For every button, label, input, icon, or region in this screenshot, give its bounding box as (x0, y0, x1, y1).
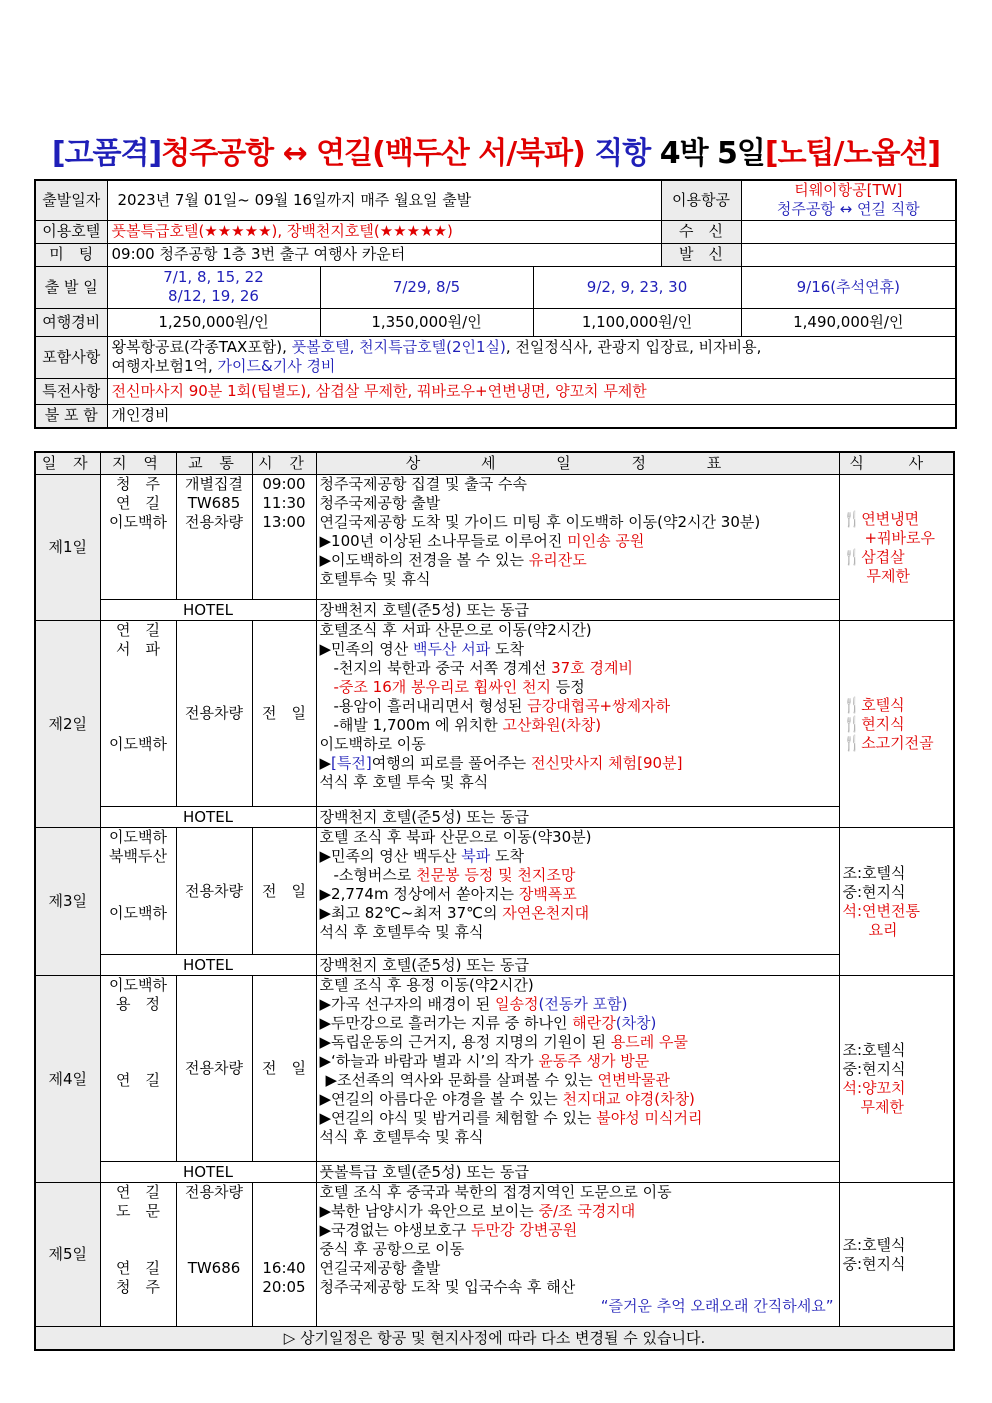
day3-meal-3-prefix: 석: (842, 901, 863, 920)
airline-name: 티웨이항공[TW] (794, 181, 903, 200)
day4-line-7-highlight: 천지대교 야경(차창) (562, 1090, 695, 1108)
include-label: 포함사항 (35, 336, 107, 378)
day5-meal-2: 현지식 (862, 1254, 906, 1273)
day2-line-2-end: 도착 (490, 640, 524, 658)
day3-line-4: ▶2,774m 정상에서 쏟아지는 (319, 885, 519, 903)
price-1: 1,250,000원/인 (107, 308, 320, 336)
day2-line-6-highlight: 고산화원(차창) (502, 716, 602, 734)
day1-line-5-highlight: 유리잔도 (528, 551, 587, 569)
day2-line-8: 여행의 피로를 풀어주는 (371, 754, 531, 772)
day4-line-5: ▶‘하늘과 바람과 별과 시’의 작가 (319, 1052, 539, 1070)
day5-time-1: 16:40 (262, 1259, 306, 1277)
day3-time: 전 일 (252, 828, 316, 955)
day1-line-2: 청주국제공항 출발 (319, 494, 441, 512)
day1-label: 제1일 (35, 475, 100, 621)
day5-line-2-highlight: 중/조 국경지대 (538, 1202, 636, 1220)
day3-meal-2: 현지식 (862, 882, 906, 901)
day4-meal-1-prefix: 조: (842, 1041, 863, 1059)
day2-hotel-word: HOTEL (100, 807, 316, 828)
day3-line-5: ▶최고 82℃~최저 37℃의 (319, 904, 503, 922)
include-c: , 전일정식사, 관광지 입장료, 비자비용, (505, 338, 762, 356)
day1-time-2: 11:30 (262, 494, 306, 512)
fork-knife-icon: 🍴 (842, 733, 862, 752)
day5-transport (176, 1183, 252, 1327)
day4-line-5-highlight: 윤동주 생가 방문 (538, 1052, 650, 1070)
price-3: 1,100,000원/인 (533, 308, 741, 336)
day4-line-8-highlight: 불야성 미식거리 (596, 1109, 703, 1127)
day4-transport: 전용차량 (176, 976, 252, 1162)
day2-place-2: 서 파 (116, 640, 160, 658)
day4-place-2: 용 정 (116, 995, 160, 1013)
day3-detail (316, 828, 839, 955)
day3-transport: 전용차량 (176, 828, 252, 955)
header-transport: 교 통 (176, 452, 252, 475)
day4-line-3-note: (차창) (615, 1014, 657, 1032)
day4-time: 전 일 (252, 976, 316, 1162)
fork-knife-icon: 🍴 (842, 695, 862, 714)
day1-meal-3: 삼겹살 (861, 547, 905, 566)
day2-line-4: -중조 16개 봉우리로 휩싸인 천지 (333, 678, 551, 696)
day5-place-3: 연 길 (116, 1259, 160, 1277)
footnote-row (35, 1327, 954, 1351)
day5-transport-2: TW686 (187, 1259, 241, 1277)
day5-meal-1-prefix: 조: (842, 1235, 863, 1254)
airline-label: 이용항공 (661, 180, 741, 220)
day4-meal-3: 양꼬치 (862, 1079, 906, 1097)
day4-line-1: 호텔 조식 후 용정 이동(약2시간) (319, 976, 534, 994)
day3-row (35, 828, 954, 955)
day2-line-4-end: 등정 (550, 678, 585, 696)
day3-places (100, 828, 176, 955)
day3-line-2-end: 도착 (490, 847, 524, 865)
include-e: 가이드&기사 경비 (217, 357, 336, 375)
day5-place-1: 연 길 (116, 1183, 160, 1201)
day5-detail (316, 1183, 839, 1327)
day3-place-2: 북백두산 (109, 847, 167, 865)
dates-group-3: 9/2, 9, 23, 30 (533, 266, 741, 308)
header-detail: 상 세 일 정 표 (316, 452, 839, 475)
day4-line-3-highlight: 해란강 (572, 1014, 616, 1032)
header-meal: 식 사 (839, 452, 954, 475)
day3-meal-3: 연변전통 (862, 901, 921, 920)
departure-value: 2023년 7월 01일~ 09월 16일까지 매주 월요일 출발 (107, 180, 661, 220)
day1-meal-2: +꿔바로우 (864, 528, 936, 547)
day2-places (100, 621, 176, 807)
day3-place-3: 이도백하 (109, 904, 167, 922)
day4-line-6-highlight: 연변박물관 (597, 1071, 670, 1089)
day2-line-2-highlight: 백두산 서파 (413, 640, 491, 658)
price-4: 1,490,000원/인 (741, 308, 956, 336)
day5-meal-1: 호텔식 (862, 1235, 906, 1254)
day5-times (252, 1183, 316, 1327)
day4-meal-3-prefix: 석: (842, 1079, 863, 1097)
include-a: 왕복항공료(각종TAX포함), (111, 338, 292, 356)
day5-places (100, 1183, 176, 1327)
schedule-table (34, 451, 955, 1351)
header-region: 지 역 (100, 452, 176, 475)
day5-line-4: 중식 후 공항으로 이동 (319, 1240, 465, 1258)
day1-line-3: 연길국제공항 도착 및 가이드 미팅 후 이도백하 이동(약2시간 30분) (319, 513, 761, 531)
exclude-value: 개인경비 (107, 404, 956, 428)
day5-label: 제5일 (35, 1183, 100, 1327)
departure-label: 출발일자 (35, 180, 107, 220)
day1-place-4: 이도백하 (109, 513, 167, 531)
day4-place-3: 연 길 (116, 1071, 160, 1089)
day1-line-4-highlight: 미인송 공원 (567, 532, 645, 550)
meeting-value: 09:00 청주공항 1층 3번 출구 여행사 카운터 (107, 243, 661, 266)
day4-meal-2-prefix: 중: (842, 1060, 863, 1078)
day3-meal-2-prefix: 중: (842, 882, 863, 901)
price-2: 1,350,000원/인 (320, 308, 533, 336)
day1-row (35, 475, 954, 600)
day5-meal-2-prefix: 중: (842, 1254, 863, 1273)
dates-group-4: 9/16(추석연휴) (741, 266, 956, 308)
dates-label: 출 발 일 (35, 266, 107, 308)
day2-transport: 전용차량 (176, 621, 252, 807)
dates-group-2: 7/29, 8/5 (320, 266, 533, 308)
day5-place-2: 도 문 (116, 1202, 160, 1220)
day2-meal-3: 소고기전골 (861, 733, 934, 752)
day4-meal-1: 호텔식 (862, 1041, 906, 1059)
day3-line-3: -소형버스로 (333, 866, 417, 884)
day2-line-5-highlight: 금강대협곡+쌍제자하 (527, 697, 671, 715)
day1-transport-1: 개별집결 (185, 475, 243, 493)
day3-hotel-row (35, 955, 954, 976)
airline-route (746, 200, 952, 219)
receive-label: 수 신 (661, 220, 741, 243)
day1-meal-4: 무제한 (866, 566, 910, 585)
header-day: 일 자 (35, 452, 100, 475)
day3-line-1: 호텔 조식 후 북파 산문으로 이동(약30분) (319, 828, 592, 846)
day2-place-1: 연 길 (116, 621, 160, 639)
day1-time-1: 09:00 (262, 475, 306, 493)
day3-meal-4: 요리 (868, 920, 898, 939)
day1-hotel-word: HOTEL (100, 600, 316, 621)
day4-line-4: ▶독립운동의 근거지, 용정 지명의 기원이 된 (319, 1033, 611, 1051)
day5-line-1: 호텔 조식 후 중국과 북한의 접경지역인 도문으로 이동 (319, 1183, 672, 1201)
day3-line-5-highlight: 자연온천지대 (502, 904, 590, 922)
day1-place-1: 청 주 (116, 475, 160, 493)
day5-line-3: ▶국경없는 야생보호구 (319, 1221, 471, 1239)
airline-route-text: 청주공항 ↔ 연길 직항 (776, 200, 920, 219)
tour-info-table (34, 179, 957, 429)
day2-line-3-highlight: 37호 경계비 (551, 659, 633, 677)
day4-line-8: ▶연길의 야식 및 밤거리를 체험할 수 있는 (319, 1109, 597, 1127)
day2-line-9: 석식 후 호텔 투숙 및 휴식 (319, 773, 489, 791)
hotel-value: 풋볼특급호텔(★★★★★), 장백천지호텔(★★★★★) (107, 220, 661, 243)
day4-line-7: ▶연길의 아름다운 야경을 볼 수 있는 (319, 1090, 563, 1108)
day3-line-3-highlight: 천문봉 등정 및 천지조망 (416, 866, 576, 884)
day2-line-3: -천지의 북한과 중국 서쪽 경계선 (333, 659, 552, 677)
day3-line-2: ▶민족의 영산 백두산 (319, 847, 462, 865)
day4-places (100, 976, 176, 1162)
day1-detail (316, 475, 839, 600)
day1-meal-1: 연변냉면 (861, 509, 920, 528)
day3-line-4-highlight: 장백폭포 (518, 885, 577, 903)
day3-hotel-word: HOTEL (100, 955, 316, 976)
day1-line-6: 호텔투숙 및 휴식 (319, 570, 431, 588)
day5-closing-quote: “즐거운 추억 오래오래 간직하세요” (600, 1297, 834, 1315)
day5-row (35, 1183, 954, 1327)
day2-detail (316, 621, 839, 807)
day3-hotel: 장백천지 호텔(준5성) 또는 동급 (316, 955, 839, 976)
day5-line-3-highlight: 두만강 강변공원 (470, 1221, 578, 1239)
day4-detail (316, 976, 839, 1162)
day3-meal-1-prefix: 조: (842, 863, 863, 882)
day1-line-4: ▶100년 이상된 소나무들로 이루어진 (319, 532, 568, 550)
day4-line-4-highlight: 용드레 우물 (610, 1033, 688, 1051)
special-label: 특전사항 (35, 378, 107, 404)
day4-line-6: ▶조선족의 역사와 문화를 살펴볼 수 있는 (325, 1071, 598, 1089)
day3-line-2-highlight: 북파 (461, 847, 491, 865)
title-notip: [노팁/노옵션] (764, 136, 941, 171)
special-value: 전신마사지 90분 1회(팁별도), 삼겹살 무제한, 꿔바로우+연변냉면, 양꼬치 무제한 (107, 378, 956, 404)
day2-label: 제2일 (35, 621, 100, 828)
day2-line-7: 이도백하로 이동 (319, 735, 426, 753)
day4-row (35, 976, 954, 1162)
day2-meals (839, 621, 954, 828)
day1-place-3: 연 길 (116, 494, 160, 512)
day4-hotel-word: HOTEL (100, 1162, 316, 1183)
receive-value (741, 220, 956, 243)
title-route: 청주공항 ↔ 연길(백두산 서/북파) (161, 136, 585, 171)
day2-place-3: 이도백하 (109, 735, 167, 753)
day4-place-1: 이도백하 (109, 976, 167, 994)
dates-group-1-line-2: 8/12, 19, 26 (168, 287, 259, 305)
day1-transport-4: 전용차량 (185, 513, 243, 531)
fork-knife-icon: 🍴 (842, 509, 862, 528)
day2-meal-1: 호텔식 (861, 695, 905, 714)
day4-line-9: 석식 후 호텔투숙 및 휴식 (319, 1128, 484, 1146)
price-label: 여행경비 (35, 308, 107, 336)
day2-line-8-bullet: ▶ (319, 754, 332, 772)
day2-line-8-tag: [특전] (331, 754, 372, 772)
title-tag: [고품격] (51, 136, 162, 171)
day1-hotel: 장백천지 호텔(준5성) 또는 동급 (316, 600, 839, 621)
day4-meal-4: 무제한 (860, 1098, 904, 1116)
day1-times (252, 475, 316, 600)
day1-places (100, 475, 176, 600)
day4-line-3: ▶두만강으로 흘러가는 지류 중 하나인 (319, 1014, 573, 1032)
day1-transport-2: TW685 (187, 494, 241, 512)
day5-meals (839, 1183, 954, 1327)
day2-line-8-highlight: 전신맛사지 체험[90분] (530, 754, 683, 772)
day4-meal-2: 현지식 (862, 1060, 906, 1078)
day4-label: 제4일 (35, 976, 100, 1183)
day2-hotel-row (35, 807, 954, 828)
send-label: 발 신 (661, 243, 741, 266)
day2-time: 전 일 (252, 621, 316, 807)
day5-line-5: 연길국제공항 출발 (319, 1259, 441, 1277)
fork-knife-icon: 🍴 (842, 714, 862, 733)
page-title (0, 134, 992, 174)
day4-line-2-highlight: 일송정 (495, 995, 539, 1013)
schedule-footnote: ▷ 상기일정은 항공 및 현지사정에 따라 다소 변경될 수 있습니다. (35, 1327, 954, 1351)
dates-group-1-line-1: 7/1, 8, 15, 22 (163, 268, 264, 286)
day1-line-1: 청주국제공항 집결 및 출국 수속 (319, 475, 527, 493)
day1-time-3: 13:00 (262, 513, 306, 531)
day3-meals (839, 828, 954, 976)
day5-place-4: 청 주 (116, 1278, 160, 1296)
day1-meals (839, 475, 954, 621)
include-value (107, 336, 956, 378)
day1-line-5: ▶이도백하의 전경을 볼 수 있는 (319, 551, 529, 569)
day3-line-6: 석식 후 호텔투숙 및 휴식 (319, 923, 484, 941)
hotel-label: 이용호텔 (35, 220, 107, 243)
day5-line-6: 청주국제공항 도착 및 입국수속 후 해산 (319, 1278, 576, 1296)
title-duration: 4박 5일 (659, 136, 765, 171)
day4-hotel-row (35, 1162, 954, 1183)
day3-place-1: 이도백하 (109, 828, 167, 846)
day3-label: 제3일 (35, 828, 100, 976)
day2-line-2: ▶민족의 영산 (319, 640, 414, 658)
airline-value (741, 180, 956, 220)
day2-row (35, 621, 954, 807)
day2-meal-2: 현지식 (861, 714, 905, 733)
day5-time-2: 20:05 (262, 1278, 306, 1296)
day1-transport (176, 475, 252, 600)
meeting-label: 미 팅 (35, 243, 107, 266)
send-value (741, 243, 956, 266)
exclude-label: 불 포 함 (35, 404, 107, 428)
dates-group-1 (107, 266, 320, 308)
day2-line-5: -용암이 흘러내리면서 형성된 (333, 697, 528, 715)
day1-hotel-row (35, 600, 954, 621)
day2-line-6: -해발 1,700m 에 위치한 (333, 716, 503, 734)
include-b: 풋볼호텔, 천지특급호텔(2인1실) (291, 338, 506, 356)
title-direct: 직항 (584, 136, 660, 171)
day5-line-2: ▶북한 남양시가 육안으로 보이는 (319, 1202, 539, 1220)
day3-meal-1: 호텔식 (862, 863, 906, 882)
header-time: 시 간 (252, 452, 316, 475)
day4-hotel: 풋볼특급 호텔(준5성) 또는 동급 (316, 1162, 839, 1183)
day4-line-2: ▶가곡 선구자의 배경이 된 (319, 995, 496, 1013)
day4-line-2-note: (전동카 포함) (538, 995, 628, 1013)
day2-hotel: 장백천지 호텔(준5성) 또는 동급 (316, 807, 839, 828)
day4-meals (839, 976, 954, 1183)
day5-transport-1: 전용차량 (185, 1183, 243, 1201)
day2-line-1: 호텔조식 후 서파 산문으로 이동(약2시간) (319, 621, 592, 639)
fork-knife-icon: 🍴 (842, 547, 862, 566)
include-d: 여행자보험1억, (111, 357, 218, 375)
